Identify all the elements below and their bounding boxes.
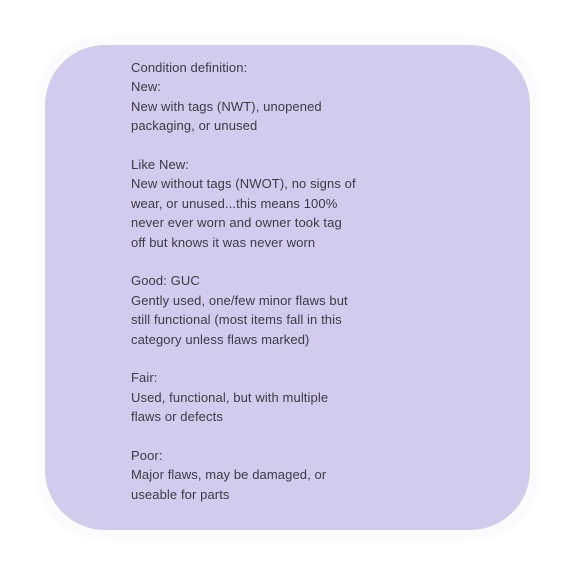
section-label-poor: Poor: bbox=[131, 448, 163, 464]
section-line: off but knows it was never worn bbox=[131, 234, 316, 250]
spacer bbox=[131, 136, 511, 155]
condition-definition-text bbox=[131, 58, 511, 504]
spacer bbox=[131, 252, 511, 271]
section-line: never ever worn and owner took tag bbox=[131, 215, 342, 231]
section-line: packaging, or unused bbox=[131, 118, 258, 134]
section-line: New with tags (NWT), unopened bbox=[131, 98, 322, 114]
section-label-like-new: Like New: bbox=[131, 157, 189, 173]
heading: Condition definition: bbox=[131, 60, 248, 75]
spacer bbox=[131, 427, 511, 446]
section-label-fair: Fair: bbox=[131, 370, 158, 386]
spacer bbox=[131, 349, 511, 368]
section-label-new: New: bbox=[131, 79, 162, 95]
section-line: Used, functional, but with multiple bbox=[131, 389, 329, 405]
section-line: Gently used, one/few minor flaws but bbox=[131, 292, 348, 308]
section-line: category unless flaws marked) bbox=[131, 331, 310, 347]
section-label-good: Good: GUC bbox=[131, 273, 200, 289]
section-line: still functional (most items fall in this bbox=[131, 312, 342, 328]
section-line: useable for parts bbox=[131, 486, 230, 502]
section-line: wear, or unused...this means 100% bbox=[131, 195, 338, 211]
section-line: Major flaws, may be damaged, or bbox=[131, 467, 327, 483]
section-line: flaws or defects bbox=[131, 409, 223, 425]
section-line: New without tags (NWOT), no signs of bbox=[131, 176, 356, 192]
